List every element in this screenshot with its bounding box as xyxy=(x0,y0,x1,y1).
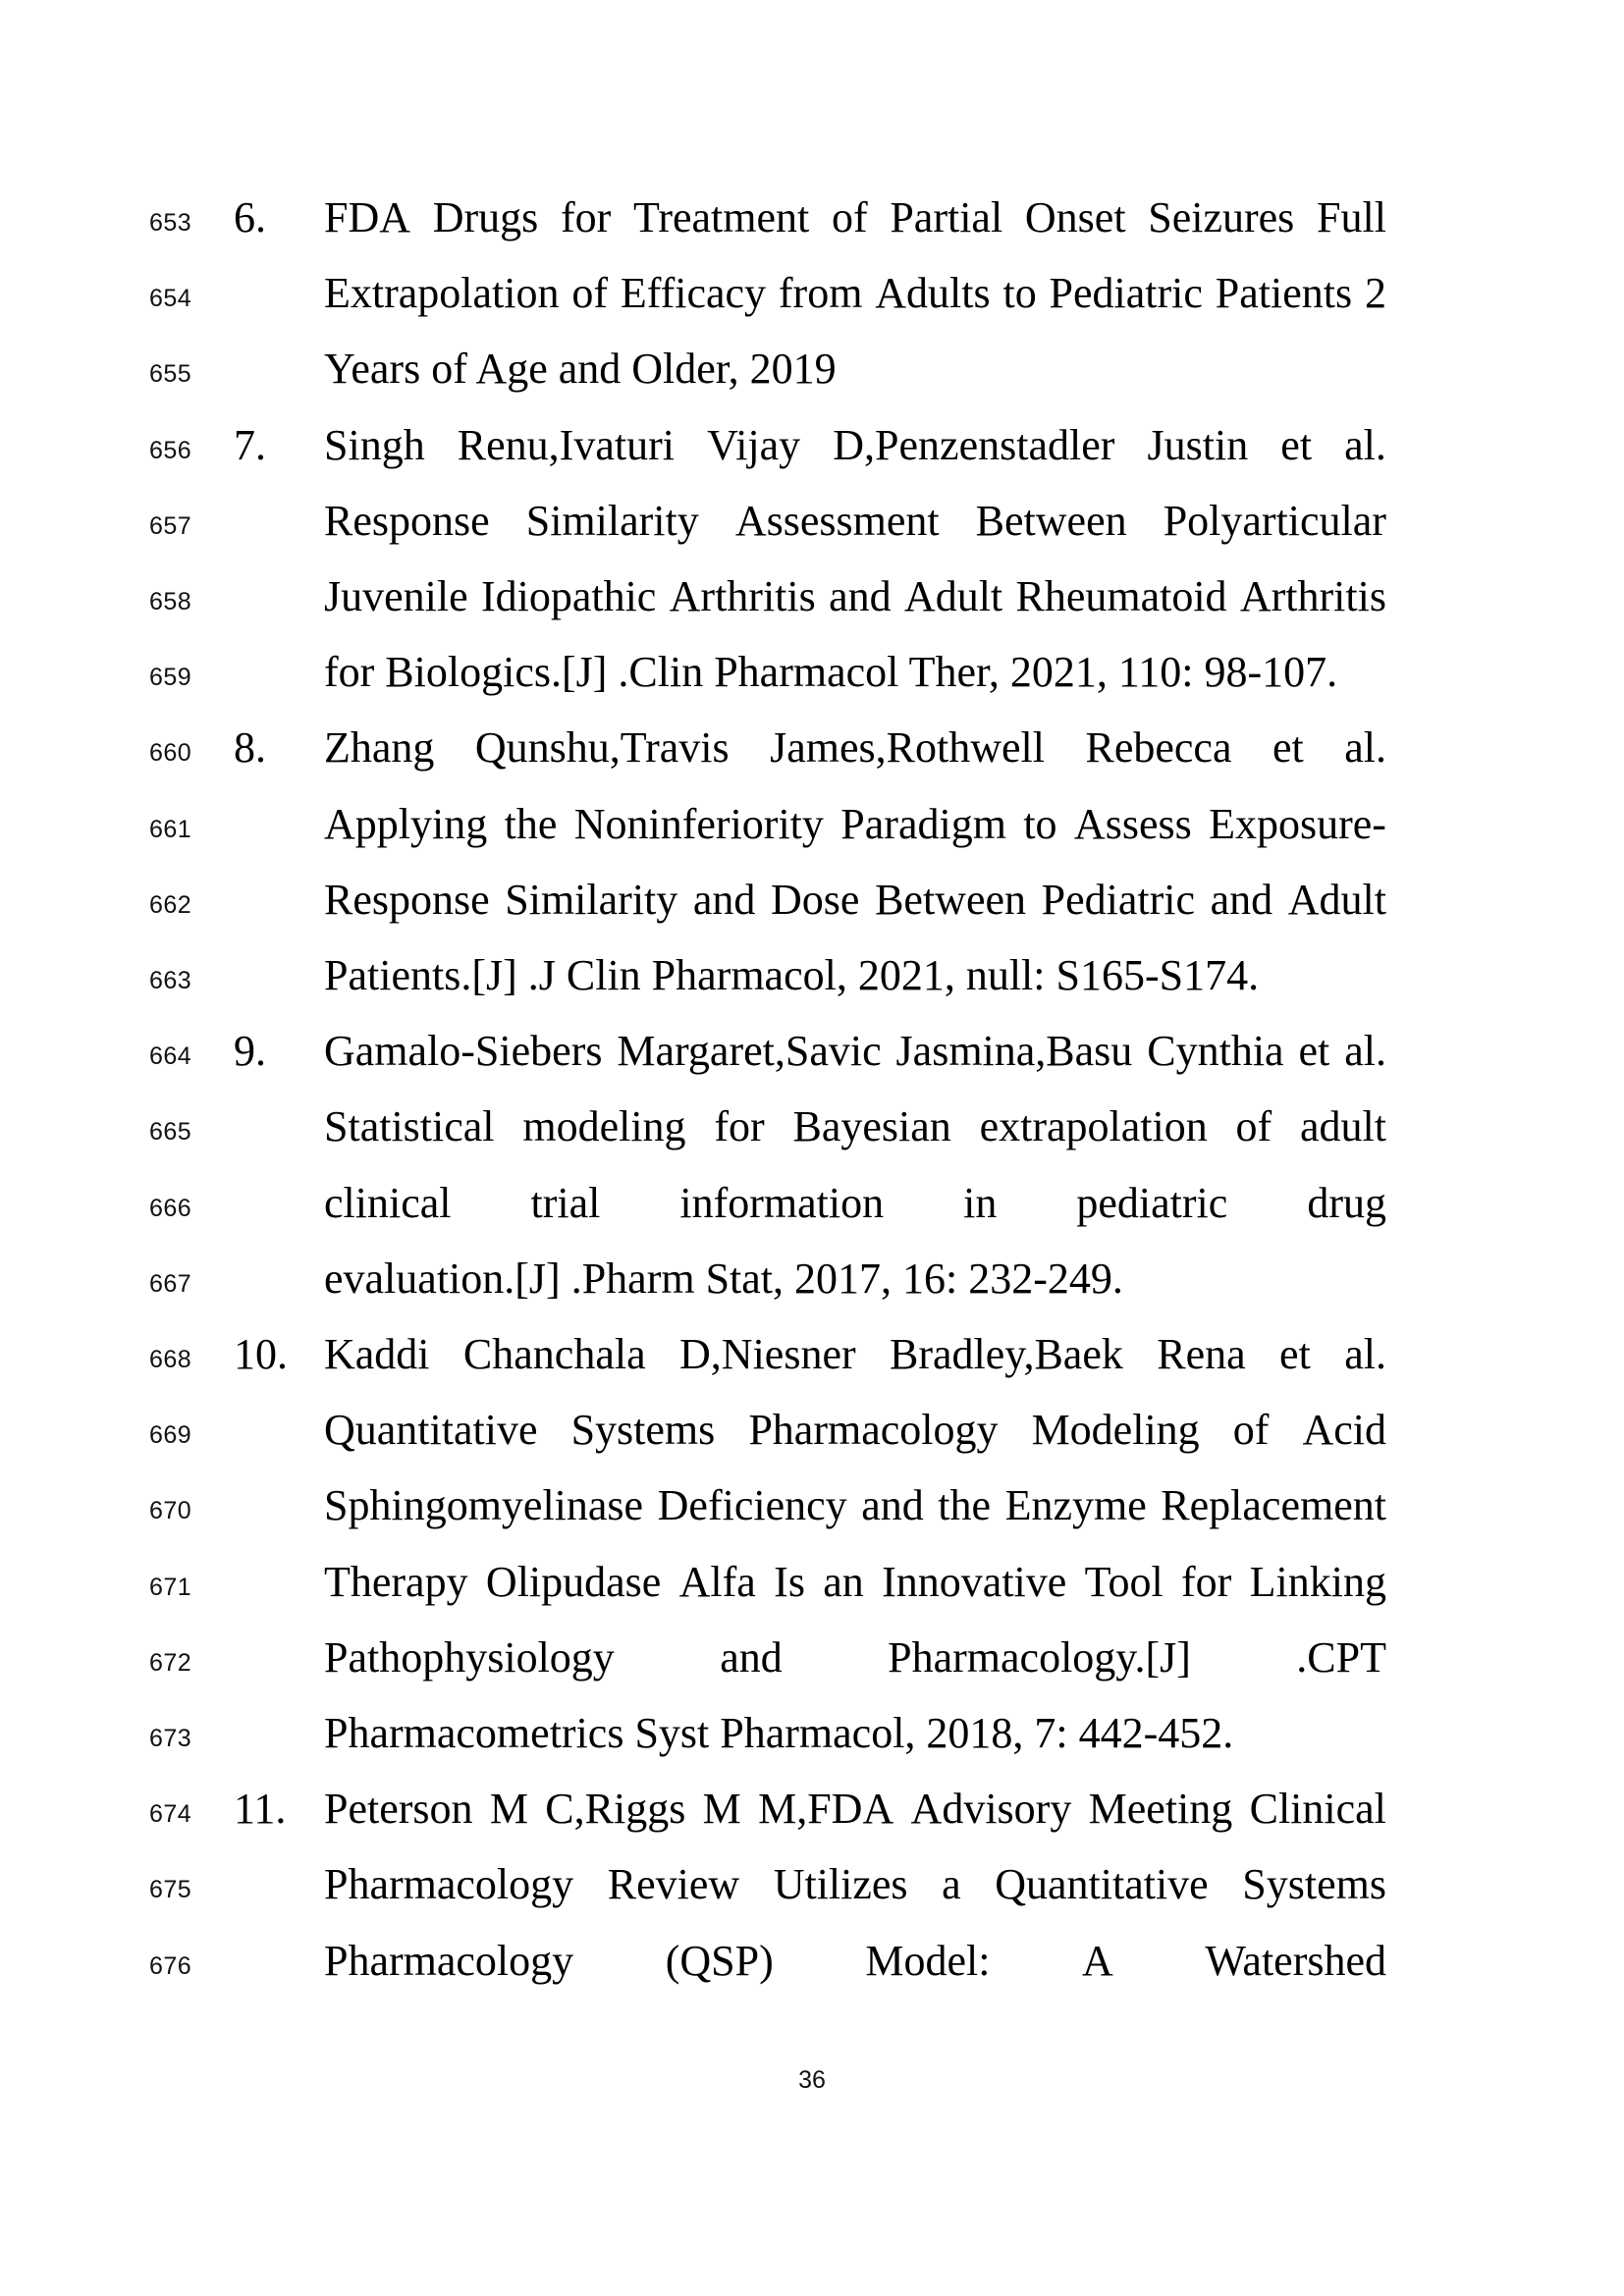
document-line xyxy=(0,793,1624,869)
reference-number: 10. xyxy=(234,1330,288,1378)
document-line xyxy=(0,1323,1624,1399)
reference-text: Sphingomyelinase Deficiency and the Enzyme Replacement xyxy=(324,1481,1386,1530)
reference-text: Juvenile Idiopathic Arthritis and Adult Rheumatoid Arthritis xyxy=(324,572,1386,620)
reference-text: Gamalo-Siebers Margaret,Savic Jasmina,Basu Cynthia et al. xyxy=(324,1027,1386,1076)
line-number: 669 xyxy=(149,1421,192,1450)
reference-number: 7. xyxy=(234,420,266,469)
line-number: 654 xyxy=(149,285,192,313)
reference-text: Patients.[J] .J Clin Pharmacol, 2021, null: S165-S174. xyxy=(324,951,1260,999)
document-line xyxy=(0,1930,1624,2005)
line-number: 674 xyxy=(149,1800,192,1829)
document-line xyxy=(0,1551,1624,1627)
line-number: 661 xyxy=(149,815,192,843)
line-number: 663 xyxy=(149,967,192,994)
document-line xyxy=(0,641,1624,717)
line-number: 673 xyxy=(149,1725,192,1752)
line-number: 664 xyxy=(149,1042,192,1071)
line-number: 657 xyxy=(149,511,192,540)
line-number: 672 xyxy=(149,1648,192,1677)
reference-text: Kaddi Chanchala D,Niesner Bradley,Baek Rena et al. xyxy=(324,1330,1386,1378)
line-number: 658 xyxy=(149,588,192,615)
document-line xyxy=(0,717,1624,792)
line-number: 667 xyxy=(149,1269,192,1298)
document-line xyxy=(0,1248,1624,1323)
reference-text: FDA Drugs for Treatment of Partial Onset Seizures Full xyxy=(324,193,1386,241)
document-line xyxy=(0,490,1624,565)
line-number: 675 xyxy=(149,1876,192,1904)
line-number: 653 xyxy=(149,209,192,237)
reference-text: Response Similarity and Dose Between Pediatric and Adult xyxy=(324,875,1386,924)
document-line xyxy=(0,1853,1624,1929)
reference-number: 6. xyxy=(234,193,266,241)
page-number: 36 xyxy=(798,2066,826,2094)
line-number: 662 xyxy=(149,890,192,919)
reference-text: clinical trial information in pediatric drug xyxy=(324,1178,1386,1227)
line-number: 668 xyxy=(149,1346,192,1373)
reference-text: Quantitative Systems Pharmacology Modeling of Acid xyxy=(324,1406,1386,1455)
line-number: 655 xyxy=(149,360,192,389)
line-number: 676 xyxy=(149,1951,192,1980)
line-number: 656 xyxy=(149,436,192,464)
document-line xyxy=(0,338,1624,413)
reference-text: Pharmacometrics Syst Pharmacol, 2018, 7: 442-452. xyxy=(324,1709,1234,1757)
reference-text: Statistical modeling for Bayesian extrapolation of adult xyxy=(324,1102,1386,1151)
reference-text: Response Similarity Assessment Between Polyarticular xyxy=(324,496,1386,545)
document-line xyxy=(0,414,1624,490)
reference-text: Singh Renu,Ivaturi Vijay D,Penzenstadler Justin et al. xyxy=(324,420,1386,469)
reference-text: Pathophysiology and Pharmacology.[J] .CPT xyxy=(324,1632,1386,1682)
reference-text: Therapy Olipudase Alfa Is an Innovative Tool for Linking xyxy=(324,1557,1386,1606)
reference-text: Peterson M C,Riggs M M,FDA Advisory Meeting Clinical xyxy=(324,1785,1386,1834)
document-line xyxy=(0,1778,1624,1853)
document-line xyxy=(0,187,1624,262)
document-line xyxy=(0,1627,1624,1702)
document-line xyxy=(0,869,1624,944)
line-number: 659 xyxy=(149,664,192,692)
reference-text: Zhang Qunshu,Travis James,Rothwell Rebecca et al. xyxy=(324,723,1386,773)
reference-text: Pharmacology (QSP) Model: A Watershed xyxy=(324,1936,1386,1985)
document-line xyxy=(0,944,1624,1020)
line-number: 666 xyxy=(149,1194,192,1222)
document-line xyxy=(0,1020,1624,1095)
reference-number: 11. xyxy=(234,1785,287,1834)
reference-text: Extrapolation of Efficacy from Adults to Pediatric Patients 2 xyxy=(324,269,1386,318)
reference-text: for Biologics.[J] .Clin Pharmacol Ther, 2021, 110: 98-107. xyxy=(324,648,1338,697)
document-line xyxy=(0,1474,1624,1550)
document-line xyxy=(0,1172,1624,1248)
line-number: 670 xyxy=(149,1497,192,1525)
document-line xyxy=(0,1095,1624,1171)
line-number: 665 xyxy=(149,1118,192,1147)
document-line xyxy=(0,1702,1624,1778)
document-line xyxy=(0,565,1624,641)
document-line xyxy=(0,1399,1624,1474)
line-number: 660 xyxy=(149,739,192,768)
line-number: 671 xyxy=(149,1573,192,1601)
reference-text: Applying the Noninferiority Paradigm to Assess Exposure- xyxy=(324,799,1386,848)
reference-number: 8. xyxy=(234,723,266,773)
reference-text: Pharmacology Review Utilizes a Quantitative Systems xyxy=(324,1860,1386,1909)
reference-text: Years of Age and Older, 2019 xyxy=(324,345,837,394)
reference-text: evaluation.[J] .Pharm Stat, 2017, 16: 232-249. xyxy=(324,1254,1123,1303)
reference-number: 9. xyxy=(234,1027,266,1076)
document-line xyxy=(0,262,1624,338)
